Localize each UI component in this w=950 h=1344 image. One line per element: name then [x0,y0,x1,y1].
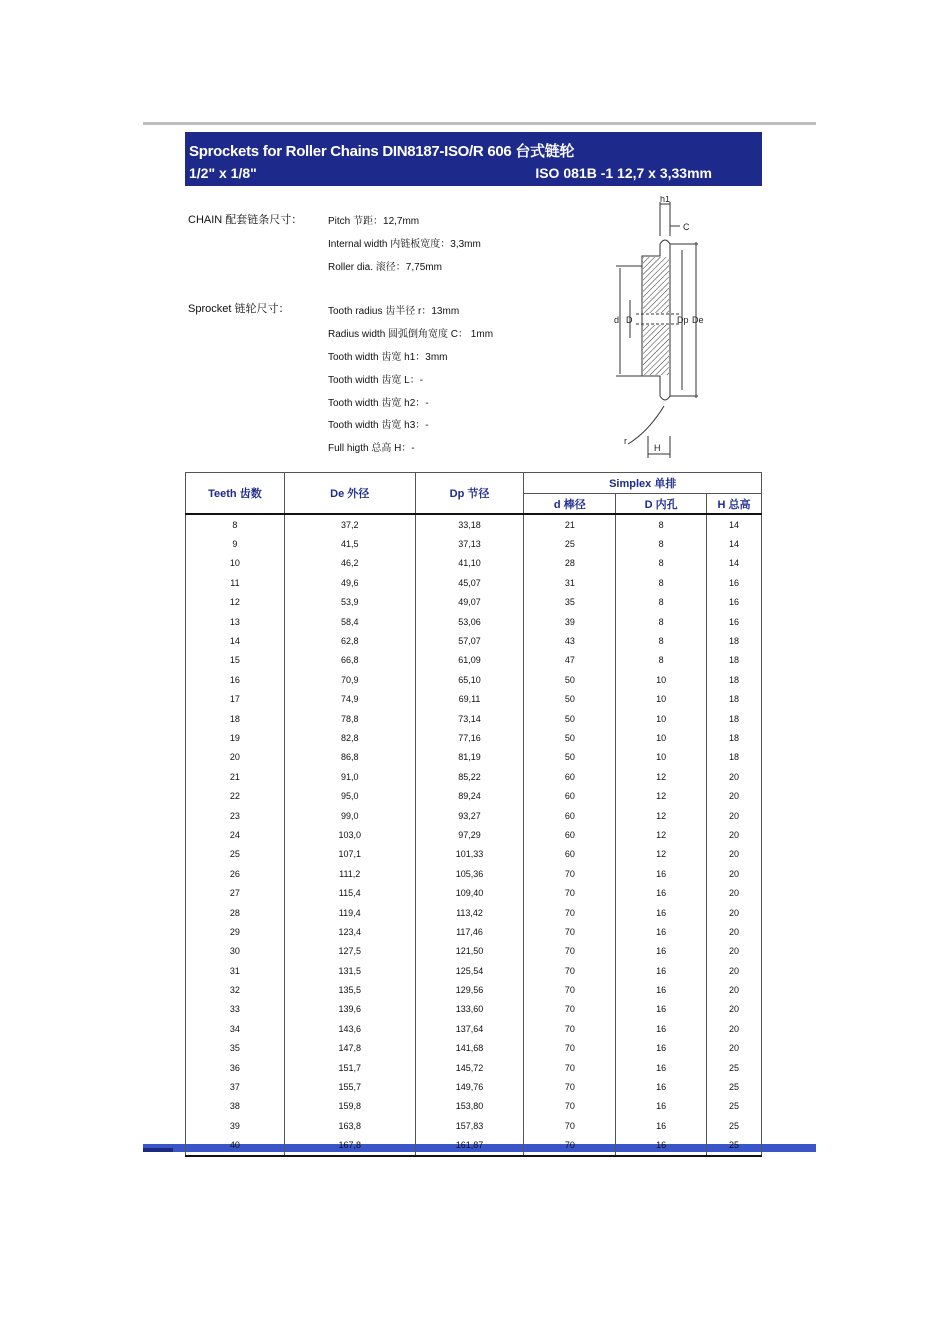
cell-d: 70 [524,1077,616,1096]
cell-d: 70 [524,922,616,941]
cell-D: 10 [616,709,707,728]
cell-H: 20 [707,825,762,844]
col-header-simplex: Simplex 单排 [524,473,762,494]
table-row [186,1058,762,1077]
cell-d: 50 [524,690,616,709]
cell-H: 25 [707,1097,762,1116]
cell-H: 25 [707,1136,762,1156]
cell-d: 47 [524,651,616,670]
diagram-label-H: H [654,443,661,453]
cell-teeth: 17 [186,690,285,709]
cell-de: 159,8 [284,1097,415,1116]
cell-dp: 101,33 [415,845,524,864]
cell-dp: 85,22 [415,767,524,786]
cell-teeth: 33 [186,1000,285,1019]
cell-D: 12 [616,806,707,825]
cell-H: 20 [707,786,762,805]
cell-teeth: 27 [186,883,285,902]
cell-d: 70 [524,883,616,902]
table-row [186,670,762,689]
col-header-dp: Dp 节径 [415,473,524,515]
cell-teeth: 22 [186,786,285,805]
cell-de: 46,2 [284,554,415,573]
cell-D: 8 [616,631,707,650]
cell-D: 10 [616,748,707,767]
cell-D: 8 [616,612,707,631]
cell-H: 18 [707,690,762,709]
table-body [186,514,762,1156]
cell-dp: 33,18 [415,514,524,534]
cell-d: 60 [524,767,616,786]
page-title: Sprockets for Roller Chains DIN8187-ISO/R 606 台式链轮 [189,143,575,160]
chain-label: CHAIN 配套链条尺寸： [188,214,303,226]
cell-d: 70 [524,1136,616,1156]
cell-d: 50 [524,728,616,747]
cell-teeth: 37 [186,1077,285,1096]
cell-de: 115,4 [284,883,415,902]
diagram-label-de: De [692,315,704,325]
chain-internal-width: Internal width 内链板宽度：3,3mm [328,239,481,250]
cell-teeth: 9 [186,534,285,553]
cell-d: 50 [524,670,616,689]
cell-H: 16 [707,612,762,631]
cell-D: 12 [616,767,707,786]
cell-dp: 97,29 [415,825,524,844]
cell-d: 50 [524,709,616,728]
cell-de: 107,1 [284,845,415,864]
cell-D: 12 [616,845,707,864]
cell-H: 25 [707,1058,762,1077]
table-row [186,1077,762,1096]
cell-teeth: 18 [186,709,285,728]
cell-dp: 81,19 [415,748,524,767]
cell-de: 53,9 [284,593,415,612]
table-row [186,942,762,961]
diagram-label-D: D [626,315,633,325]
col-header-H: H 总高 [707,494,762,515]
cell-dp: 65,10 [415,670,524,689]
cell-dp: 41,10 [415,554,524,573]
table-row [186,690,762,709]
sprocket-tooth-width-l: Tooth width 齿宽 L：- [328,375,424,386]
cell-de: 62,8 [284,631,415,650]
chain-size: 1/2" x 1/8" [189,165,257,181]
cell-de: 127,5 [284,942,415,961]
cell-d: 39 [524,612,616,631]
cell-d: 70 [524,980,616,999]
cell-teeth: 14 [186,631,285,650]
cell-D: 16 [616,1058,707,1077]
cell-d: 70 [524,864,616,883]
title-banner [185,132,762,186]
cell-H: 18 [707,709,762,728]
cell-D: 8 [616,593,707,612]
diagram-label-r: r [624,436,627,446]
cell-dp: 161,87 [415,1136,524,1156]
cell-de: 143,6 [284,1019,415,1038]
cell-teeth: 20 [186,748,285,767]
cell-H: 18 [707,670,762,689]
cell-d: 43 [524,631,616,650]
table-row [186,806,762,825]
table-row [186,903,762,922]
table-row [186,748,762,767]
table-row [186,786,762,805]
cell-teeth: 25 [186,845,285,864]
cell-de: 131,5 [284,961,415,980]
cell-teeth: 8 [186,514,285,534]
cell-D: 8 [616,554,707,573]
cell-teeth: 13 [186,612,285,631]
cell-H: 14 [707,534,762,553]
cell-H: 20 [707,922,762,941]
diagram-label-d: d [614,315,620,325]
cell-D: 16 [616,1019,707,1038]
cell-d: 70 [524,1019,616,1038]
cell-d: 70 [524,942,616,961]
cell-dp: 73,14 [415,709,524,728]
table-row [186,980,762,999]
table-row [186,825,762,844]
diagram-label-dp: Dp [677,315,689,325]
cell-D: 12 [616,825,707,844]
table-row [186,767,762,786]
cell-teeth: 23 [186,806,285,825]
cell-dp: 137,64 [415,1019,524,1038]
cell-d: 60 [524,825,616,844]
table-row [186,534,762,553]
cell-D: 16 [616,1077,707,1096]
cell-H: 25 [707,1077,762,1096]
chain-pitch: Pitch 节距：12,7mm [328,216,420,227]
cell-teeth: 11 [186,573,285,592]
cell-H: 20 [707,883,762,902]
cell-teeth: 32 [186,980,285,999]
cell-teeth: 16 [186,670,285,689]
cell-H: 18 [707,748,762,767]
cell-de: 82,8 [284,728,415,747]
cell-H: 20 [707,1000,762,1019]
cell-de: 49,6 [284,573,415,592]
cell-de: 163,8 [284,1116,415,1135]
cell-H: 14 [707,514,762,534]
cell-H: 18 [707,631,762,650]
table-row [186,1097,762,1116]
table-row [186,845,762,864]
cell-de: 37,2 [284,514,415,534]
cell-de: 99,0 [284,806,415,825]
cell-dp: 53,06 [415,612,524,631]
cell-H: 20 [707,1019,762,1038]
cell-teeth: 34 [186,1019,285,1038]
table-row [186,612,762,631]
cell-D: 16 [616,883,707,902]
cell-d: 60 [524,806,616,825]
cell-dp: 89,24 [415,786,524,805]
cell-de: 135,5 [284,980,415,999]
cell-dp: 129,56 [415,980,524,999]
cell-D: 16 [616,922,707,941]
cell-de: 151,7 [284,1058,415,1077]
cell-H: 25 [707,1116,762,1135]
iso-spec: ISO 081B -1 12,7 x 3,33mm [535,165,712,181]
col-header-de: De 外径 [284,473,415,515]
cell-de: 167,8 [284,1136,415,1156]
cell-dp: 37,13 [415,534,524,553]
table-row [186,1000,762,1019]
table-row [186,514,762,534]
table-row [186,631,762,650]
col-header-teeth: Teeth 齿数 [186,473,285,515]
cell-d: 60 [524,845,616,864]
cell-teeth: 29 [186,922,285,941]
cell-d: 28 [524,554,616,573]
cell-de: 58,4 [284,612,415,631]
cell-dp: 93,27 [415,806,524,825]
cell-d: 31 [524,573,616,592]
table-row [186,864,762,883]
cell-de: 95,0 [284,786,415,805]
cell-de: 155,7 [284,1077,415,1096]
cell-d: 70 [524,1039,616,1058]
cell-teeth: 38 [186,1097,285,1116]
cell-D: 10 [616,670,707,689]
cell-dp: 69,11 [415,690,524,709]
cell-D: 16 [616,1136,707,1156]
cell-d: 70 [524,961,616,980]
cell-de: 103,0 [284,825,415,844]
cell-D: 10 [616,728,707,747]
cell-de: 119,4 [284,903,415,922]
cell-D: 16 [616,1000,707,1019]
cell-de: 91,0 [284,767,415,786]
cell-dp: 117,46 [415,922,524,941]
cell-d: 60 [524,786,616,805]
cell-teeth: 12 [186,593,285,612]
cell-de: 41,5 [284,534,415,553]
cell-teeth: 19 [186,728,285,747]
table-row [186,651,762,670]
table-row [186,1019,762,1038]
cell-de: 70,9 [284,670,415,689]
sprocket-tooth-width-h3: Tooth width 齿宽 h3：- [328,420,429,431]
cell-D: 10 [616,690,707,709]
cell-D: 16 [616,1097,707,1116]
cell-D: 16 [616,1116,707,1135]
cell-dp: 125,54 [415,961,524,980]
cell-dp: 121,50 [415,942,524,961]
cell-d: 70 [524,903,616,922]
cell-d: 35 [524,593,616,612]
col-header-d: d 棒径 [524,494,616,515]
diagram-hatched-lower [643,325,669,375]
cell-dp: 113,42 [415,903,524,922]
cell-D: 16 [616,1039,707,1058]
cell-D: 8 [616,514,707,534]
cell-dp: 49,07 [415,593,524,612]
cell-dp: 149,76 [415,1077,524,1096]
cell-H: 18 [707,651,762,670]
cell-H: 20 [707,1039,762,1058]
cell-teeth: 10 [186,554,285,573]
cell-D: 16 [616,980,707,999]
diagram-hatched-upper [643,257,669,313]
cell-de: 78,8 [284,709,415,728]
sprocket-label: Sprocket 链轮尺寸： [188,303,290,315]
cell-dp: 77,16 [415,728,524,747]
cell-H: 20 [707,980,762,999]
sprocket-tooth-width-h1: Tooth width 齿宽 h1：3mm [328,352,448,363]
cell-dp: 45,07 [415,573,524,592]
cell-d: 70 [524,1116,616,1135]
cell-de: 74,9 [284,690,415,709]
cell-d: 21 [524,514,616,534]
cell-teeth: 26 [186,864,285,883]
table-row [186,728,762,747]
table-row [186,883,762,902]
table-row [186,1136,762,1156]
cell-dp: 57,07 [415,631,524,650]
cell-teeth: 40 [186,1136,285,1156]
cell-d: 50 [524,748,616,767]
col-header-D: D 内孔 [616,494,707,515]
table-row [186,593,762,612]
cell-H: 16 [707,573,762,592]
cell-D: 12 [616,786,707,805]
cell-teeth: 31 [186,961,285,980]
cell-de: 147,8 [284,1039,415,1058]
cell-dp: 141,68 [415,1039,524,1058]
cell-D: 16 [616,864,707,883]
table-row [186,1116,762,1135]
chain-roller-dia: Roller dia. 滚径：7,75mm [328,262,442,273]
sprocket-data-table [185,472,762,1157]
cell-de: 139,6 [284,1000,415,1019]
cell-D: 16 [616,903,707,922]
cell-teeth: 21 [186,767,285,786]
cell-dp: 109,40 [415,883,524,902]
cell-de: 66,8 [284,651,415,670]
cell-d: 70 [524,1097,616,1116]
table-row [186,1039,762,1058]
cell-D: 8 [616,534,707,553]
cell-D: 16 [616,961,707,980]
cell-H: 20 [707,961,762,980]
cell-dp: 105,36 [415,864,524,883]
table-row [186,709,762,728]
cell-D: 8 [616,573,707,592]
cell-dp: 153,80 [415,1097,524,1116]
cell-H: 20 [707,942,762,961]
cell-dp: 145,72 [415,1058,524,1077]
cell-d: 70 [524,1058,616,1077]
cell-teeth: 35 [186,1039,285,1058]
cell-de: 86,8 [284,748,415,767]
sprocket-tooth-radius: Tooth radius 齿半径 r：13mm [328,306,460,317]
sprocket-section-diagram [608,196,718,460]
cell-dp: 61,09 [415,651,524,670]
cell-H: 18 [707,728,762,747]
cell-D: 8 [616,651,707,670]
diagram-label-c: C [683,222,690,232]
cell-H: 20 [707,845,762,864]
cell-teeth: 24 [186,825,285,844]
table-row [186,922,762,941]
sprocket-tooth-width-h2: Tooth width 齿宽 h2：- [328,398,429,409]
table-row [186,573,762,592]
cell-de: 111,2 [284,864,415,883]
cell-D: 16 [616,942,707,961]
cell-teeth: 28 [186,903,285,922]
cell-teeth: 36 [186,1058,285,1077]
cell-dp: 157,83 [415,1116,524,1135]
cell-d: 70 [524,1000,616,1019]
cell-H: 16 [707,593,762,612]
cell-H: 20 [707,767,762,786]
cell-teeth: 15 [186,651,285,670]
cell-teeth: 30 [186,942,285,961]
cell-d: 25 [524,534,616,553]
cell-H: 20 [707,864,762,883]
table-row [186,961,762,980]
diagram-label-h1: h1 [660,196,671,204]
table-row [186,554,762,573]
cell-dp: 133,60 [415,1000,524,1019]
sprocket-radius-width: Radius width 圆弧倒角宽度 C： 1mm [328,329,494,340]
cell-H: 14 [707,554,762,573]
cell-H: 20 [707,806,762,825]
cell-teeth: 39 [186,1116,285,1135]
cell-H: 20 [707,903,762,922]
sprocket-full-height: Full higth 总高 H：- [328,443,415,454]
cell-de: 123,4 [284,922,415,941]
